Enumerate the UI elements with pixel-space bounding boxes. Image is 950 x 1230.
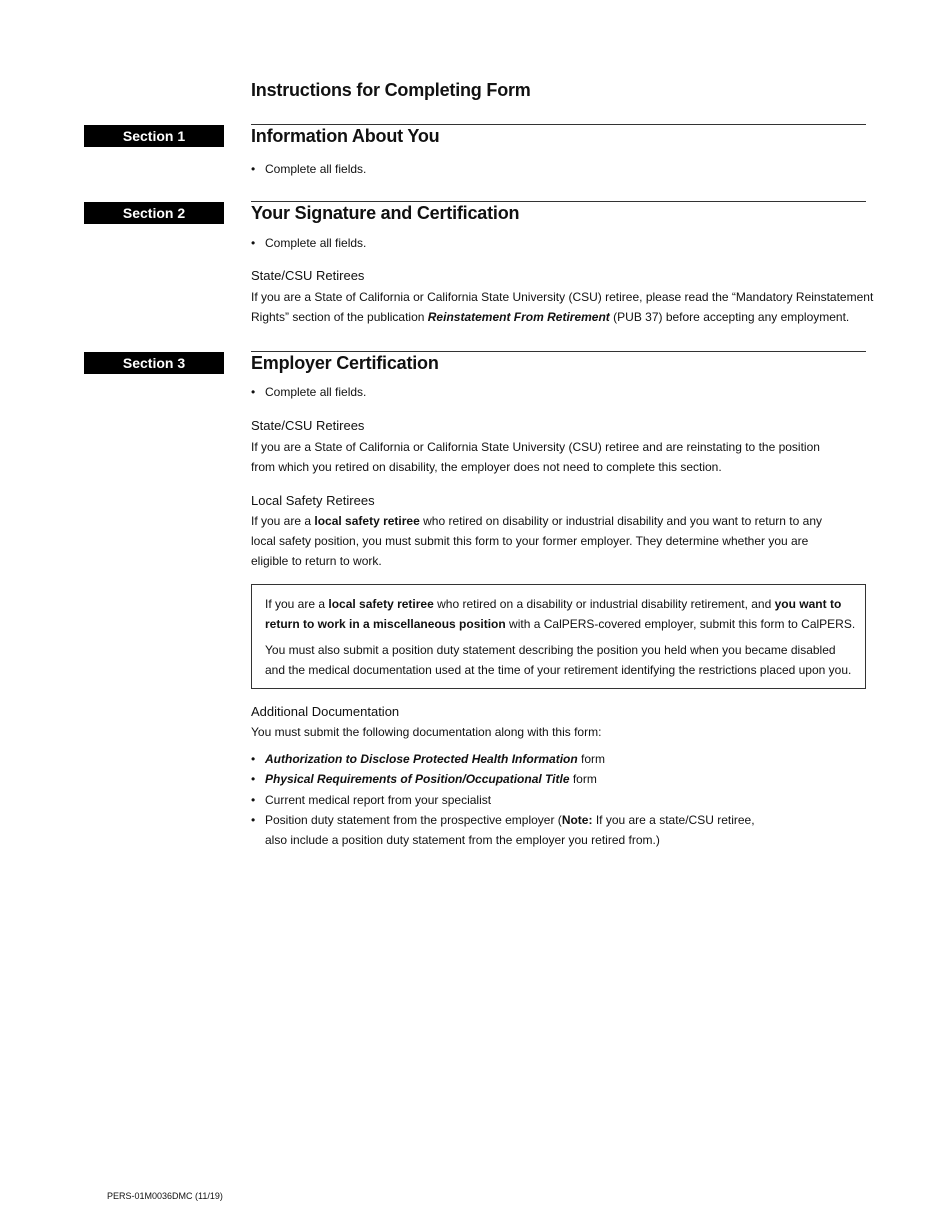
state-csu-paragraph: If you are a State of California or California State University (CSU) retiree and are reinstating to the position from which you retired on disability, the employer does not need to complete this section. — [251, 440, 820, 474]
bullet-icon: • — [251, 752, 256, 766]
bullet-icon: • — [251, 772, 256, 786]
additional-documentation-intro: You must submit the following documentation along with this form: — [251, 725, 602, 739]
instructions-page: Instructions for Completing Form Section 1 Information About You • Complete all fields. Section 2 Your Signature and Certification • Complete all fields. State/CSU Retirees If you are a State of California or California State University (CSU) retiree, please read the “Mandatory Reinstatement Rights” section of the publication Reinstatement From Retirement (PUB 37) before accepting any employment. Section 3 Employer Certification • Complete all fields. State/CSU Retirees If you are a State of California or California State University (CSU) retiree and are reinstating to the position from which you retired on disability, the employer does not need to complete this section. Local Safety Retirees If you are a local safety retiree who retired on disability or industrial disability and you want to return to any local safety position, you must submit this form to your former employer. They determine whether you are eligible to return to work. If you are a local safety retiree who retired on a disability or industrial disability retirement, and you want to return to work in a miscellaneous position with a CalPERS-covered employer, submit this form to CalPERS. You must also submit a position duty statement describing the position you held when you became disabled and the medical documentation used at the time of your retirement identifying the restrictions placed upon you. Additional Documentation You must submit the following documentation along with this form: • Authorization to Disclose Protected Health Information form • Physical Requirements of Position/Occupational Title form • Current medical report from your specialist • Position duty statement from the prospective employer (Note: If you are a state/CSU retiree, also include a position duty statement from the employer you retired from.) PERS-01M0036DMC (11/19) — [0, 0, 950, 1230]
section-3-divider — [251, 351, 866, 352]
section-3-badge: Section 3 — [84, 352, 224, 374]
section-1-title: Information About You — [251, 126, 440, 146]
bullet-icon: • — [251, 793, 256, 807]
section-2-paragraph: If you are a State of California or California State University (CSU) retiree, please read the “Mandatory Reinstatement Rights” section of the publication Reinstatement From Retirement (PUB 37) before accepting any employment. — [251, 290, 874, 324]
miscellaneous-position-notice-box — [251, 584, 866, 689]
doc-list-item-continuation: also include a position duty statement from the employer you retired from.) — [265, 833, 660, 847]
form-code: PERS-01M0036DMC (11/19) — [107, 1191, 223, 1201]
publication-title: Reinstatement From Retirement — [427, 310, 610, 324]
notice-paragraph-2: You must also submit a position duty statement describing the position you held when you became disabled and the medical documentation used at the time of your retirement identifying the restrictions placed upon you. — [265, 643, 852, 677]
section-3-title: Employer Certification — [251, 353, 439, 373]
page-title: Instructions for Completing Form — [251, 80, 531, 100]
section-1-divider — [251, 124, 866, 125]
section-1-badge: Section 1 — [84, 125, 224, 147]
section-2-title: Your Signature and Certification — [251, 203, 520, 223]
local-safety-paragraph: If you are a local safety retiree who retired on disability or industrial disability and you want to return to any local safety position, you must submit this form to your former employer. They determine whether you are eligible to return to work. — [251, 514, 822, 568]
local-safety-subheading: Local Safety Retirees — [251, 493, 375, 508]
bullet-icon: • — [251, 162, 256, 176]
section-2-divider — [251, 201, 866, 202]
bullet-icon: • — [251, 813, 256, 827]
notice-paragraph-1: If you are a local safety retiree who retired on a disability or industrial disability retirement, and you want to return to work in a miscellaneous position with a CalPERS-covered employer, submit this form to CalPERS. — [265, 597, 856, 631]
additional-documentation-subheading: Additional Documentation — [251, 704, 400, 719]
bullet-icon: • — [251, 385, 256, 399]
bullet-icon: • — [251, 236, 256, 250]
state-csu-subheading: State/CSU Retirees — [251, 418, 365, 433]
section-2-subheading: State/CSU Retirees — [251, 268, 365, 283]
section-2-badge: Section 2 — [84, 202, 224, 224]
